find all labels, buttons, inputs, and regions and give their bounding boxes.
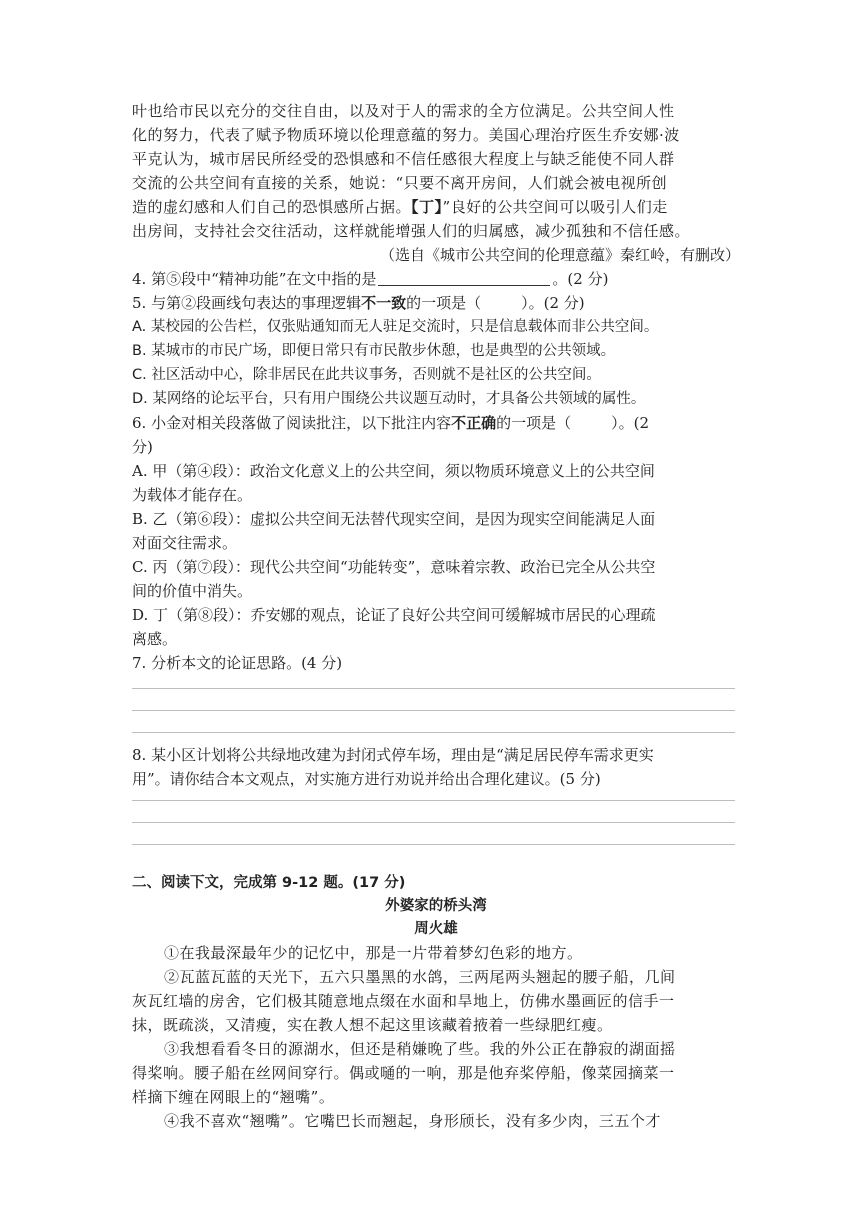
option-a-cont: 为载体才能存在。 (132, 486, 253, 504)
paragraph-1: ①在我最深最年少的记忆中，那是一片带着梦幻色彩的地方。 (164, 944, 583, 962)
question-8: 8. 某小区计划将公共绿地改建为封闭式停车场，理由是“满足居民停车需求更实 (132, 746, 654, 764)
question-6-emphasis: 不正确 (451, 414, 497, 432)
question-5-text: 5. 与第②段画线句表达的事理逻辑 (132, 294, 362, 312)
question-5-text: 的一项是（ (406, 294, 482, 312)
passage-text: ”良好的公共空间可以吸引人们走 (442, 198, 668, 216)
answer-line[interactable] (132, 732, 735, 733)
paragraph-3: ③我想看看冬日的源湖水，但还是稍嫌晚了些。我的外公正在静寂的湖面摇 (164, 1040, 676, 1058)
question-4 (132, 268, 740, 290)
passage-line: 交流的公共空间有直接的关系，她说：“只要不离开房间，人们就会被电视所创 (132, 174, 668, 192)
paragraph-3-cont: 样摘下缠在网眼上的“翘嘴”。 (132, 1088, 335, 1106)
paragraph-2: ②瓦蓝瓦蓝的天光下，五六只墨黑的水鸽，三两尾两头翘起的腰子船，几间 (164, 968, 676, 986)
question-6-text: 6. 小金对相关段落做了阅读批注，以下批注内容 (132, 414, 452, 432)
paragraph-2-cont: 抹，既疏淡，又清瘦，实在教人想不起这里该藏着掖着一些绿肥红瘦。 (132, 1016, 613, 1034)
answer-line[interactable] (132, 800, 735, 801)
paragraph-2-cont: 灰瓦红墙的房舍，它们极其随意地点缀在水面和旱地上，仿佛水墨画匠的信手一 (132, 992, 675, 1010)
answer-line[interactable] (132, 688, 735, 689)
question-6 (132, 412, 740, 434)
annotation-marker: 【丁】 (411, 198, 443, 216)
question-4-score: 。(2 分) (552, 270, 609, 288)
option-a: A. 甲（第④段）：政治文化意义上的公共空间，须以物质环境意义上的公共空间 (132, 462, 655, 480)
paragraph-3-cont: 得桨响。腰子船在丝网间穿行。偶或嗵的一响，那是他弃桨停船，像菜园摘菜一 (132, 1064, 675, 1082)
section-heading: 二、阅读下文，完成第 9-12 题。(17 分) (132, 875, 406, 891)
question-8-cont: 用”。请你结合本文观点，对实施方进行劝说并给出合理化建议。(5 分) (132, 770, 601, 788)
option-c-cont: 间的价值中消失。 (132, 582, 253, 600)
option-b-cont: 对面交往需求。 (132, 534, 238, 552)
option-d-cont: 离感。 (132, 630, 178, 648)
option-d: D. 某网络的论坛平台，只有用户围绕公共议题互动时，才具备公共领域的属性。 (132, 391, 646, 407)
paragraph-4: ④我不喜欢“翘嘴”。它嘴巴长而翘起，身形颀长，没有多少肉，三五个才 (164, 1112, 661, 1130)
passage-line: 平克认为，城市居民所经受的恐惧感和不信任感很大程度上与缺乏能使不同人群 (132, 150, 675, 168)
option-c: C. 丙（第⑦段）：现代公共空间“功能转变”，意味着宗教、政治已完全从公共空 (132, 558, 656, 576)
article-title: 外婆家的桥头湾 (385, 898, 487, 914)
option-b: B. 某城市的市民广场，即便日常只有市民散步休憩，也是典型的公共领域。 (132, 343, 616, 359)
question-7: 7. 分析本文的论证思路。(4 分) (132, 654, 343, 672)
source-citation: （选自《城市公共空间的伦理意蕴》秦红岭，有删改） (379, 246, 740, 264)
question-5-emphasis: 不一致 (361, 294, 407, 312)
question-6-score-cont: 分) (132, 438, 153, 456)
passage-text: 造的虚幻感和人们自己的恐惧感所占据。 (132, 198, 412, 216)
question-5 (132, 292, 740, 314)
passage-line: 化的努力，代表了赋予物质环境以伦理意蕴的努力。美国心理治疗医生乔安娜·波 (132, 126, 680, 144)
passage-line: 叶也给市民以充分的交往自由，以及对于人的需求的全方位满足。公共空间人性 (132, 102, 675, 120)
option-d: D. 丁（第⑧段）：乔安娜的观点，论证了良好公共空间可缓解城市居民的心理疏 (132, 606, 656, 624)
option-c: C. 社区活动中心，除非居民在此共议事务，否则就不是社区的公共空间。 (132, 367, 601, 383)
answer-blank[interactable] (378, 271, 550, 286)
article-author: 周火雄 (414, 921, 458, 937)
option-a: A. 某校园的公告栏，仅张贴通知而无人驻足交流时，只是信息载体而非公共空间。 (132, 319, 659, 335)
question-4-text: 4. 第⑤段中“精神功能”在文中指的是 (132, 270, 377, 288)
question-5-score: ）。(2 分) (521, 294, 585, 312)
answer-line[interactable] (132, 844, 735, 845)
answer-line[interactable] (132, 822, 735, 823)
option-b: B. 乙（第⑥段）：虚拟公共空间无法替代现实空间，是因为现实空间能满足人面 (132, 510, 656, 528)
question-6-text: 的一项是（ (496, 414, 572, 432)
answer-line[interactable] (132, 710, 735, 711)
passage-line: 出房间，支持社会交往活动，这样就能增强人们的归属感，减少孤独和不信任感。 (132, 222, 691, 240)
question-6-score: ）。(2 (611, 414, 650, 432)
passage-line (132, 196, 740, 218)
